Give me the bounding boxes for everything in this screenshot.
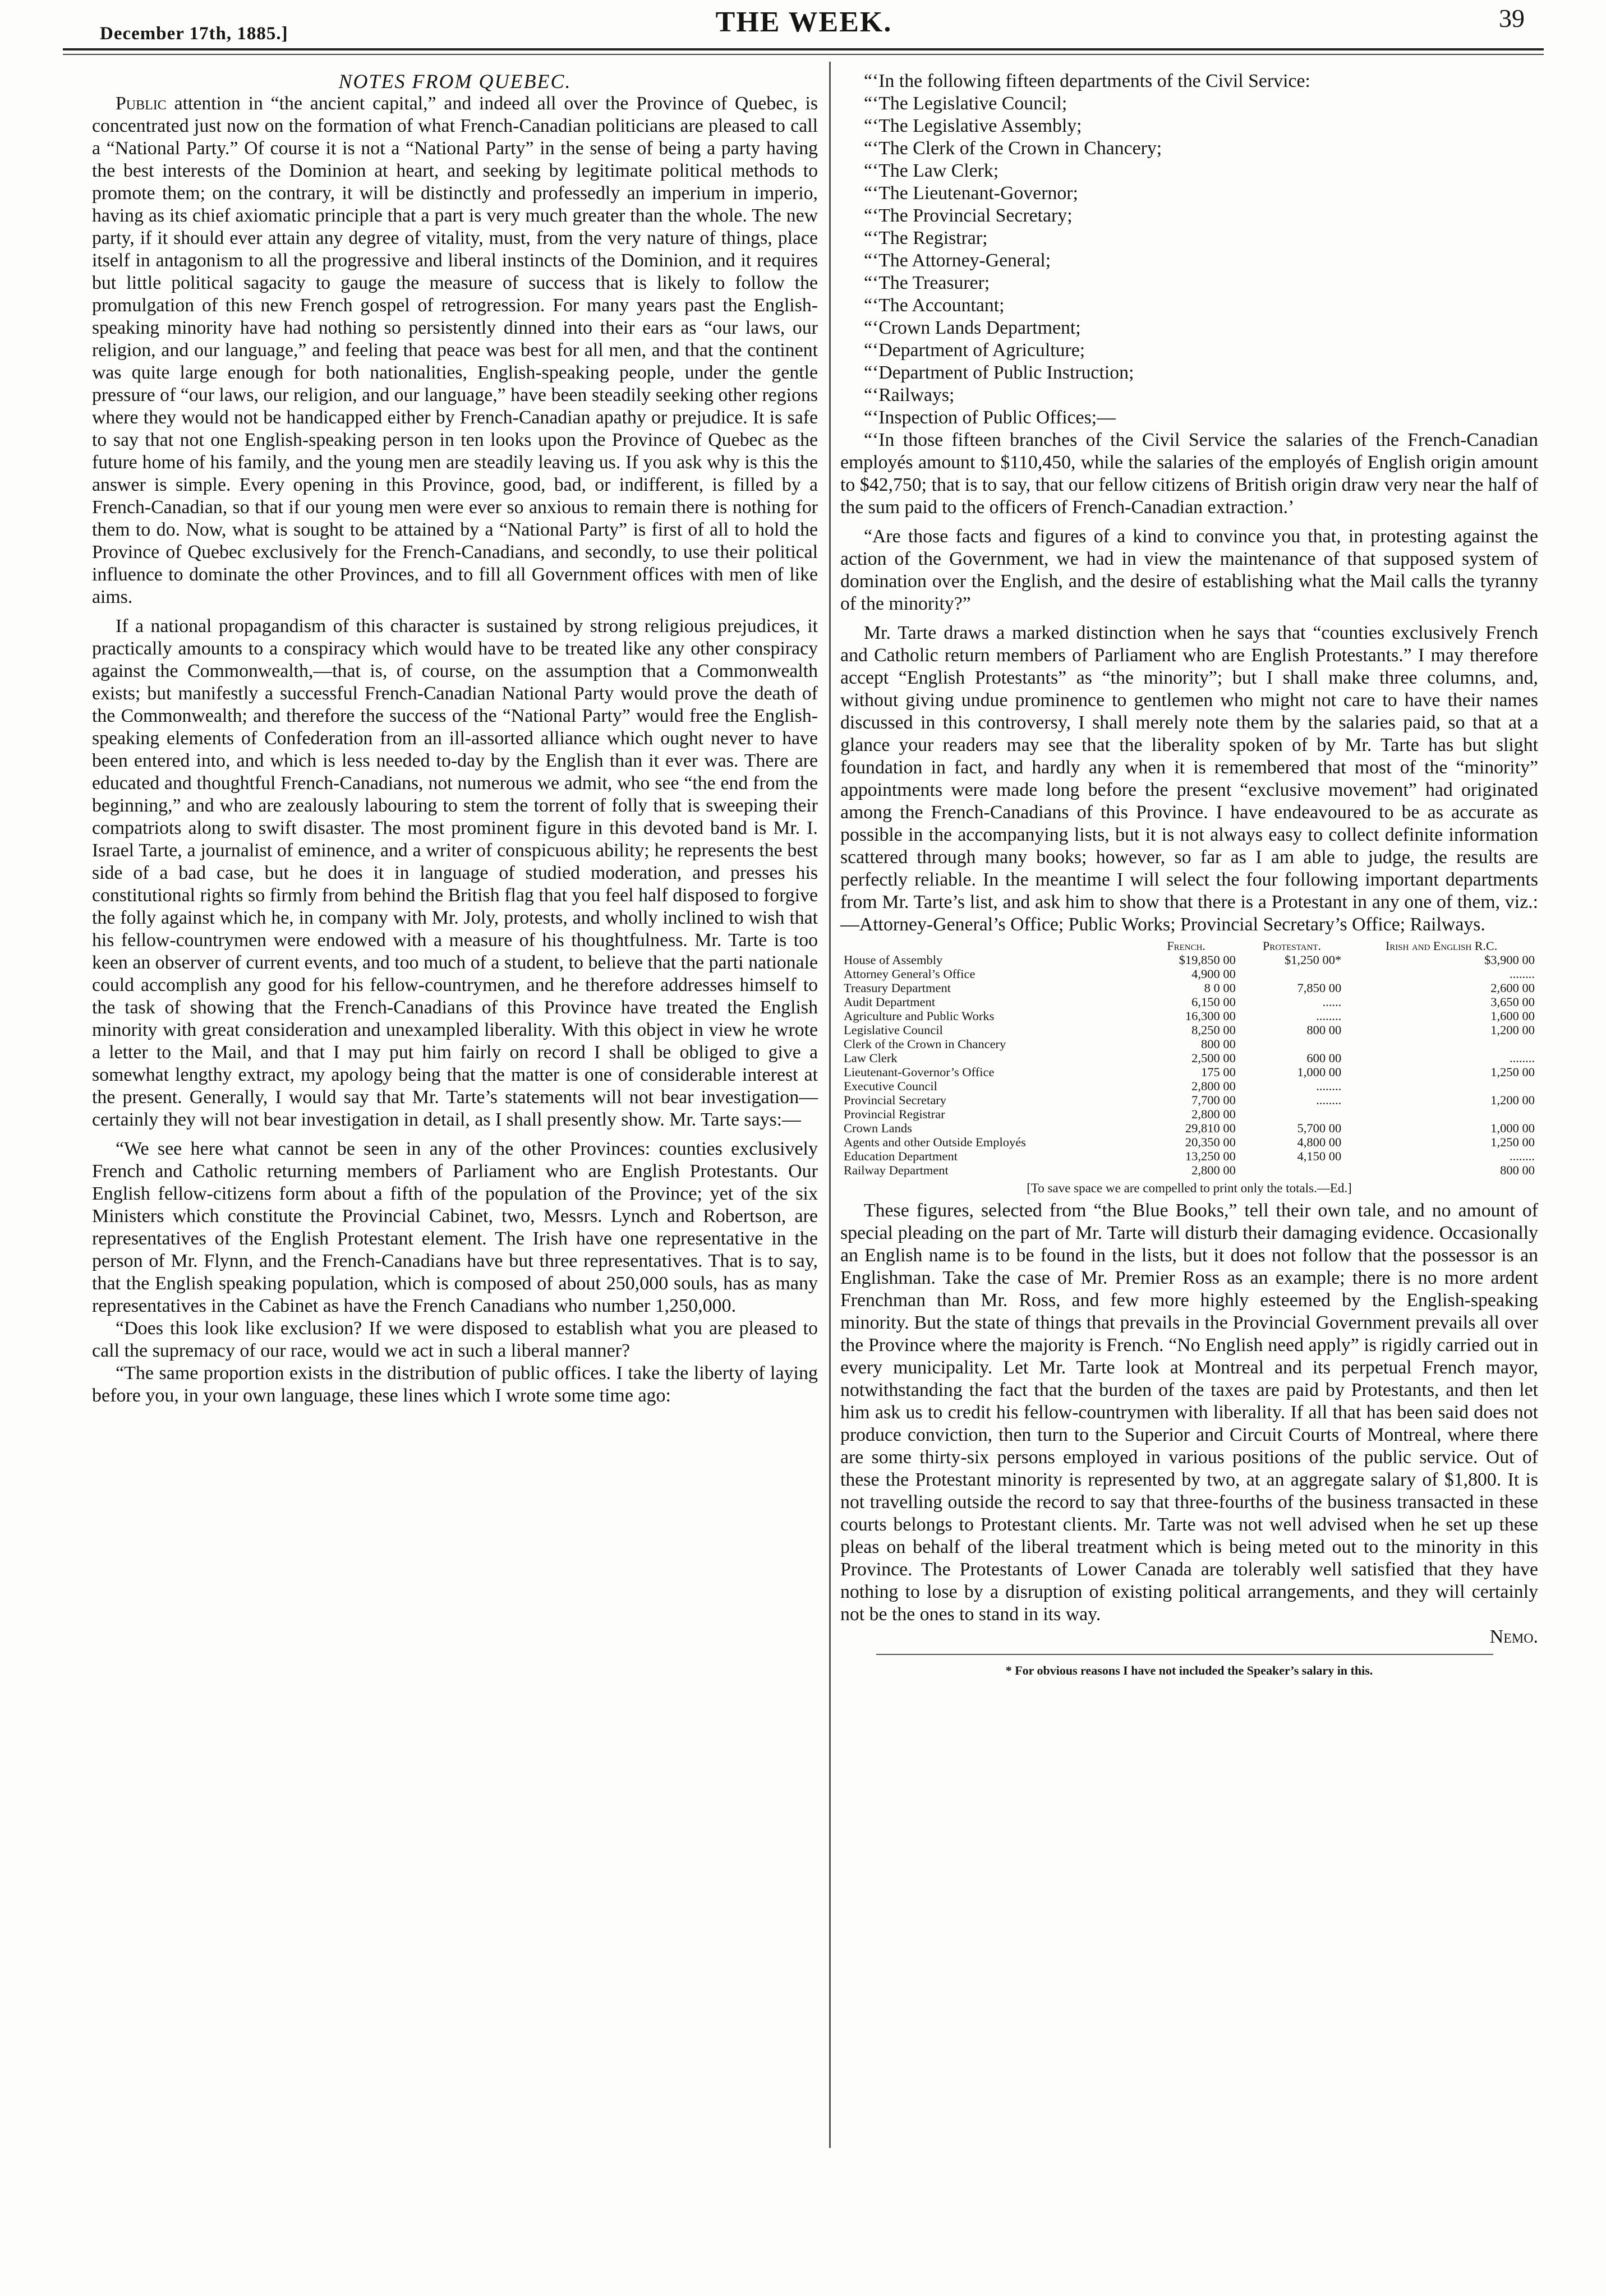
list-item: “‘Crown Lands Department; [864, 317, 1081, 338]
table-cell-department: Provincial Registrar [844, 1107, 945, 1121]
table-cell-amount [1239, 1107, 1345, 1121]
table-row [840, 1107, 1538, 1121]
header-rule-thin [63, 54, 1544, 55]
table-row [840, 1065, 1538, 1079]
masthead-title: THE WEEK. [715, 6, 892, 38]
table-cell-amount: 175 00 [1200, 1065, 1236, 1079]
table-cell-amount: 4,900 00 [1191, 967, 1236, 981]
table-cell-department: Provincial Secretary [844, 1093, 947, 1107]
table-header: Protestant. [1262, 939, 1322, 953]
drop-word: Public [116, 93, 167, 114]
table-row [840, 995, 1538, 1009]
table-cell-department: Railway Department [844, 1163, 949, 1177]
distinction-paragraph: Mr. Tarte draws a marked distinction when he says that “counties exclusively French and Catholic return members of Parliament who are English Protestants.” I may therefore accept “English Protestants” as “the minority”; but I shall make three columns, and, without giving undue prominence to gentlemen who might not care to have their names discussed in this controversy, I shall merely note them by the salaries paid, so that at a glance your readers may see that the liberality spoken of by Mr. Tarte has but slight foundation in fact, and hardly any when it is remembered that most of the “minority” appointments were made long before the present “exclusive movement” had originated among the French-Canadians of this Province. I have endeavoured to be as accurate as possible in the accompanying lists, but it is not always easy to collect definite information scattered through many books; however, so far as I am able to judge, the results are perfectly reliable. In the meantime I will select the four following important departments from Mr. Tarte’s list, and ask him to show that there is a Protestant in any one of them, viz.:—Attorney-General’s Office; Public Works; Provincial Secretary’s Office; Railways. [840, 623, 1538, 935]
table-cell-amount: 4,800 00 [1297, 1135, 1342, 1149]
table-cell-amount: 600 00 [1306, 1051, 1342, 1065]
salaries-paragraph: “‘In those fifteen branches of the Civil Service the salaries of the French-Canadian employés amount to $110,450, while the salaries of the employés of English origin amount to $42,750; that is to say, that our fellow citizens of British origin draw very near the half of the sum paid to the officers of French-Canadian extraction.’ [840, 430, 1538, 518]
table-cell-amount [1239, 967, 1345, 981]
editor-note: [To save space we are compelled to print only the totals.—Ed.] [1027, 1181, 1352, 1195]
table-cell-amount: 800 00 [1200, 1037, 1236, 1051]
table-row [840, 1149, 1538, 1163]
table-cell-amount: ........ [1510, 1051, 1535, 1065]
table-cell-amount [1239, 1163, 1345, 1177]
paragraph-1 [92, 93, 818, 608]
paragraph-1-text: attention in “the ancient capital,” and indeed all over the Province of Quebec, is concentrated just now on the formation of what French-Canadian politicians are pleased to call a “National Party.” Of course it is not a “National Party” in the sense of being a party having the best interests of the Dominion at heart, and seeking by legitimate political methods to promote them; on the contrary, it will be distinctly and professedly an imperium in imperio, having as its chief axiomatic principle that a part is very much greater than the whole. The new party, if it should ever attain any degree of vitality, must, from the very nature of things, place itself in antagonism to all the progressive and liberal instincts of the Dominion, and it requires but little political sagacity to gauge the measure of success that is likely to follow the promulgation of this new French gospel of retrogression. For many years past the English-speaking minority have had nothing so persistently dinned into their ears as “our laws, our religion, and our language,” and feeling that peace was best for all men, and that the continent was quite large enough for both nationalities, English-speaking people, under the gentle pressure of “our laws, our religion, and our language,” have been steadily seeking other regions where they would not be handicapped either by French-Canadian apathy or prejudice. It is safe to say that not one English-speaking person in ten looks upon the Province of Quebec as the future home of his family, and the young men are steadily leaving us. If you ask why is this the answer is simple. Every opening in this Province, good, bad, or indifferent, is filled by a French-Canadian, so that if our young men were ever so anxious to remain there is nothing for them to do. Now, what is sought to be attained by a “National Party” is first of all to hold the Province of Quebec exclusively for the French-Canadians, and secondly, to use their political influence to dominate the other Provinces, and to fill all Government offices with men of like aims. [92, 93, 818, 607]
table-row [840, 1037, 1538, 1051]
table-cell-department: Agents and other Outside Employés [844, 1135, 1026, 1149]
table-cell-amount: ........ [1316, 1079, 1342, 1093]
closing-paragraph: These figures, selected from “the Blue Books,” tell their own tale, and no amount of special pleading on the part of Mr. Tarte will disturb their damaging evidence. Occasionally an English name is to be found in the lists, but it does not follow that the possessor is an Englishman. Take the case of Mr. Premier Ross as an example; there is no more ardent Frenchman than Mr. Ross, and few more highly esteemed by the English-speaking minority. But the state of things that prevails in the Provincial Government prevails all over the Province where the majority is French. “No English need apply” is rigidly carried out in every municipality. Let Mr. Tarte look at Montreal and its perpetual French mayor, notwithstanding the fact that the burden of the taxes are paid by Protestants, and then let him ask us to credit his fellow-countrymen with liberality. If all that has been said does not produce conviction, then turn to the Superior and Circuit Courts of Montreal, where there are some thirty-six persons employed in various positions of the public service. Out of these the Protestant minority is represented by two, at an aggregate salary of $1,800. It is not travelling outside the record to say that three-fourths of the business transacted in these courts belongs to Protestant clients. Mr. Tarte was not well advised when he set up these pleas on behalf of the liberal treatment which is being meted out to the minority in this Province. The Protestants of Lower Canada are tolerably well satisfied that they have nothing to lose by a disruption of existing political arrangements, and they will certainly not be the ones to stand in its way. [840, 1200, 1538, 1625]
footnote: * For obvious reasons I have not included the Speaker’s salary in this. [1005, 1663, 1373, 1677]
table-cell-department: Attorney General’s Office [844, 967, 975, 981]
list-item: “‘Railways; [864, 385, 955, 405]
departments-list [840, 70, 1538, 429]
table-row [840, 981, 1538, 995]
table-cell-department: Education Department [844, 1149, 958, 1163]
page-number: 39 [1499, 4, 1525, 33]
table-cell-amount: $1,250 00* [1284, 953, 1342, 967]
footnote-rule [876, 1654, 1493, 1655]
table-row [840, 1023, 1538, 1037]
table-cell-amount [1239, 1037, 1345, 1051]
quote-paragraph-2: “Does this look like exclusion? If we were disposed to establish what you are pleased to call the supremacy of our race, would we act in such a liberal manner? [92, 1318, 818, 1361]
quote-paragraph-3: “The same proportion exists in the distribution of public offices. I take the liberty of laying before you, in your own language, these lines which I wrote some time ago: [92, 1363, 818, 1406]
table-cell-department: Executive Council [844, 1079, 937, 1093]
table-row [840, 967, 1538, 981]
table-cell-amount: 3,650 00 [1490, 995, 1535, 1009]
table-row [840, 1009, 1538, 1023]
table-cell-amount: 29,810 00 [1185, 1121, 1236, 1135]
list-item: “‘The Attorney-General; [864, 250, 1051, 271]
table-header: French. [1167, 939, 1205, 953]
table-cell-department: Audit Department [844, 995, 936, 1009]
list-item: “‘The Legislative Council; [864, 93, 1067, 114]
table-cell-amount: 20,350 00 [1185, 1135, 1236, 1149]
table-cell-amount: 8,250 00 [1191, 1023, 1236, 1037]
table-cell-amount [1345, 1107, 1538, 1121]
header-rule [63, 48, 1544, 50]
table-cell-amount: 1,600 00 [1490, 1009, 1535, 1023]
table-header: Irish and English R.C. [1385, 939, 1498, 953]
list-item: “‘The Registrar; [864, 228, 988, 248]
table-cell-department: Treasury Department [844, 981, 951, 995]
table-cell-amount: 8 0 00 [1204, 981, 1236, 995]
table-cell-amount: ........ [1510, 967, 1535, 981]
table-cell-amount: 7,850 00 [1297, 981, 1342, 995]
table-cell-amount: 1,000 00 [1490, 1121, 1535, 1135]
list-item: “‘Department of Public Instruction; [864, 362, 1134, 383]
table-row [840, 1121, 1538, 1135]
list-item: “‘The Treasurer; [864, 273, 990, 293]
table-cell-amount: 13,250 00 [1185, 1149, 1236, 1163]
table-cell-amount: 1,200 00 [1490, 1023, 1535, 1037]
tarte-quote [92, 1138, 818, 1407]
table-cell-amount: 1,200 00 [1490, 1093, 1535, 1107]
article-title: NOTES FROM QUEBEC. [338, 70, 572, 93]
list-intro: “‘In the following fifteen departments of the Civil Service: [864, 71, 1310, 91]
table-cell-amount: ........ [1510, 1149, 1535, 1163]
list-item: “‘The Law Clerk; [864, 160, 999, 181]
table-header [840, 939, 1133, 953]
list-item: “‘The Provincial Secretary; [864, 205, 1073, 226]
table-cell-amount: 6,150 00 [1191, 995, 1236, 1009]
table-cell-department: Legislative Council [844, 1023, 943, 1037]
table-cell-amount: 1,250 00 [1490, 1135, 1535, 1149]
table-cell-department: Clerk of the Crown in Chancery [844, 1037, 1006, 1051]
table-cell-amount [1345, 1079, 1538, 1093]
quote-paragraph-1: “We see here what cannot be seen in any of the other Provinces: counties exclusively French and Catholic returning members of Parliament who are English Protestants. Our English fellow-citizens form about a fifth of the population of the Province; yet of the six Ministers which constitute the Provincial Cabinet, two, Messrs. Lynch and Robertson, are representatives of the English Protestant element. The Irish have one representative in the person of Mr. Flynn, and the French-Canadians have but three representatives. That is to say, that the English speaking population, which is composed of about 250,000 souls, has as many representatives in the Cabinet as have the French Canadians who number 1,250,000. [92, 1138, 818, 1316]
table-row [840, 1093, 1538, 1107]
signature: Nemo. [1489, 1626, 1538, 1647]
list-item: “‘Inspection of Public Offices;— [864, 407, 1116, 428]
paragraph-2: If a national propagandism of this character is sustained by strong religious prejudices, it practically amounts to a conspiracy which would have to be treated like any other conspiracy against the Commonwealth,—that is, of course, on the assumption that a Commonwealth exists; but manifestly a successful French-Canadian National Party would prove the death of the Commonwealth; and therefore the success of the “National Party” would free the English-speaking elements of Confederation from an ill-assorted alliance which ought never to have been entered into, and which is less needed to-day by the English than it ever was. There are educated and thoughtful French-Canadians, not numerous we admit, who see “the end from the beginning,” and who are zealously labouring to stem the torrent of folly that is sweeping their compatriots along to swift disaster. The most prominent figure in this devoted band is Mr. I. Israel Tarte, a journalist of eminence, and a writer of conspicuous ability; he represents the best side of a bad case, but he does it in language of studied moderation, and presses his constitutional rights so firmly from behind the British flag that you feel half disposed to forgive the folly against which he, in company with Mr. Joly, protests, and wholly inclined to wish that his fellow-countrymen were endowed with a measure of his thoughtfulness. Mr. Tarte is too keen an observer of current events, and too much of a student, to believe that the parti nationale could accomplish any good for his fellow-countrymen, and he therefore addresses himself to the task of showing that the French-Canadians of this Province have treated the English minority with great consideration and unexampled liberality. With this object in view he wrote a letter to the Mail, and that I may put him fairly on record I shall be obliged to give a somewhat lengthy extract, my apology being that the matter is one of considerable interest at the present. Generally, I would say that Mr. Tarte’s statements will not bear investigation—certainly they will not bear investigation in detail, as I shall presently show. Mr. Tarte says:— [92, 616, 818, 1130]
table-cell-amount: ...... [1322, 995, 1342, 1009]
table-body [840, 953, 1538, 1177]
table-cell-amount: 2,800 00 [1191, 1079, 1236, 1093]
list-item: “‘Department of Agriculture; [864, 340, 1085, 361]
left-column [92, 70, 818, 1407]
column-divider [829, 62, 831, 2148]
table-row [840, 1051, 1538, 1065]
salary-table [840, 939, 1538, 1177]
table-cell-amount: 1,250 00 [1490, 1065, 1535, 1079]
table-cell-department: Agriculture and Public Works [844, 1009, 995, 1023]
list-item: “‘The Accountant; [864, 295, 1005, 316]
table-cell-amount: 7,700 00 [1191, 1093, 1236, 1107]
list-item: “‘The Legislative Assembly; [864, 116, 1082, 136]
page-header [33, 0, 1575, 66]
table-cell-department: Law Clerk [844, 1051, 898, 1065]
question-paragraph: “Are those facts and figures of a kind to convince you that, in protesting against the action of the Government, we had in view the maintenance of that supposed system of domination over the English, and the desire of establishing what the Mail calls the tyranny of the minority?” [840, 526, 1538, 614]
table-cell-amount [1345, 1037, 1538, 1051]
table-cell-amount: ........ [1316, 1009, 1342, 1023]
table-cell-amount: ........ [1316, 1093, 1342, 1107]
table-cell-amount: 800 00 [1306, 1023, 1342, 1037]
issue-date: December 17th, 1885.] [100, 24, 288, 44]
table-cell-amount: 16,300 00 [1185, 1009, 1236, 1023]
right-column [840, 70, 1538, 1682]
table-row [840, 1135, 1538, 1149]
table-cell-amount: 1,000 00 [1297, 1065, 1342, 1079]
table-cell-amount: $19,850 00 [1179, 953, 1236, 967]
table-cell-amount: 4,150 00 [1297, 1149, 1342, 1163]
table-cell-amount: 5,700 00 [1297, 1121, 1342, 1135]
list-item: “‘The Lieutenant-Governor; [864, 183, 1078, 204]
table-row [840, 1079, 1538, 1093]
table-cell-amount: $3,900 00 [1484, 953, 1535, 967]
table-header-row [840, 939, 1538, 953]
list-item: “‘The Clerk of the Crown in Chancery; [864, 138, 1162, 159]
table-cell-amount: 2,800 00 [1191, 1163, 1236, 1177]
table-row [840, 1163, 1538, 1177]
table-cell-department: Lieutenant-Governor’s Office [844, 1065, 995, 1079]
table-cell-amount: 800 00 [1500, 1163, 1535, 1177]
table-cell-department: House of Assembly [844, 953, 943, 967]
table-cell-department: Crown Lands [844, 1121, 912, 1135]
table-row [840, 953, 1538, 967]
table-cell-amount: 2,500 00 [1191, 1051, 1236, 1065]
table-cell-amount: 2,800 00 [1191, 1107, 1236, 1121]
table-cell-amount: 2,600 00 [1490, 981, 1535, 995]
